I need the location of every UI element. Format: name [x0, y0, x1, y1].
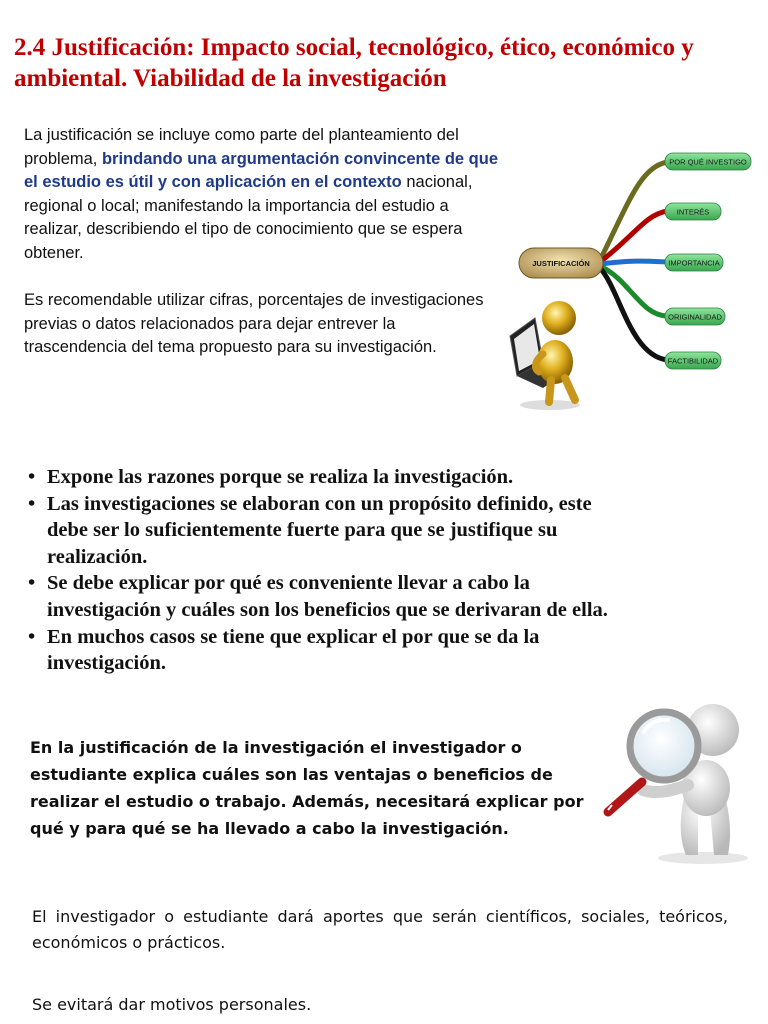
list-item	[28, 624, 613, 677]
mindmap-label-importancia: IMPORTANCIA	[668, 258, 720, 268]
mindmap-node-interes	[665, 203, 721, 220]
personal-motives-note: Se evitará dar motivos personales.	[32, 995, 312, 1014]
justification-summary: En la justificación de la investigación el investigador o estudiante explica cuáles son las ventajas o beneficios de realizar el estudio o trabajo. Además, necesitará explicar por qué y para qué se ha llevado a cabo la investigación.	[30, 738, 584, 838]
mindmap-label-por-que: POR QUÉ INVESTIGO	[669, 157, 747, 167]
magnifier-figure-illustration	[588, 690, 764, 865]
list-item	[28, 491, 613, 571]
list-item-text: En muchos casos se tiene que explicar el por que se da la investigación.	[47, 625, 540, 675]
gold-figure-laptop-illustration	[510, 301, 580, 410]
intro-text-a: La justificación se incluye como parte del planteamiento del problema,	[24, 126, 459, 168]
mindmap-label-originalidad: ORIGINALIDAD	[668, 312, 722, 322]
mindmap-label-factibilidad: FACTIBILIDAD	[667, 356, 719, 366]
list-item	[28, 464, 613, 491]
bullet-marker: •	[28, 466, 36, 488]
list-item-text: Las investigaciones se elaboran con un propósito definido, este debe ser lo suficientemente fuerte para que se justifique su realización.	[47, 492, 592, 568]
branch-originalidad	[600, 266, 667, 316]
branch-por-que	[600, 162, 667, 260]
list-item	[28, 570, 613, 623]
mindmap-node-importancia	[665, 254, 723, 271]
contributions-paragraph: El investigador o estudiante dará aportes que serán científicos, sociales, teóricos, económicos o prácticos.	[32, 907, 728, 952]
bullet-marker: •	[28, 625, 36, 648]
mindmap-node-factibilidad	[665, 352, 721, 369]
intro-highlight: brindando una argumentación convincente de que el estudio es útil y con aplicación en el contexto	[24, 149, 499, 191]
bullet-marker: •	[28, 572, 36, 595]
justification-mindmap	[505, 140, 760, 415]
list-item-text: Expone las razones porque se realiza la investigación.	[47, 466, 514, 488]
mindmap-label-interes: INTERÉS	[676, 207, 710, 217]
branch-importancia	[600, 261, 667, 264]
mindmap-node-por-que	[665, 153, 751, 170]
mindmap-node-originalidad	[665, 308, 725, 325]
list-item-text: Se debe explicar por qué es conveniente llevar a cabo la investigación y cuáles son los beneficios que se derivaran de ella.	[47, 572, 608, 621]
intro-text	[24, 124, 499, 360]
reasons-list	[28, 464, 613, 677]
intro-text-b: nacional, regional o local; manifestando la importancia del estudio a realizar, describiendo el tipo de conocimiento que se espera obtener.	[24, 173, 473, 262]
intro-paragraph-2: Es recomendable utilizar cifras, porcentajes de investigaciones previas o datos relacionados para dejar entrever la trascendencia del tema propuesto para su investigación.	[24, 291, 484, 356]
intro-paragraph-1	[24, 124, 499, 265]
bullet-marker: •	[28, 492, 36, 515]
mindmap-center-label: JUSTIFICACIÓN	[532, 259, 590, 268]
page-title: 2.4 Justificación: Impacto social, tecnológico, ético, económico y ambiental. Viabilidad de la investigación	[14, 34, 694, 92]
